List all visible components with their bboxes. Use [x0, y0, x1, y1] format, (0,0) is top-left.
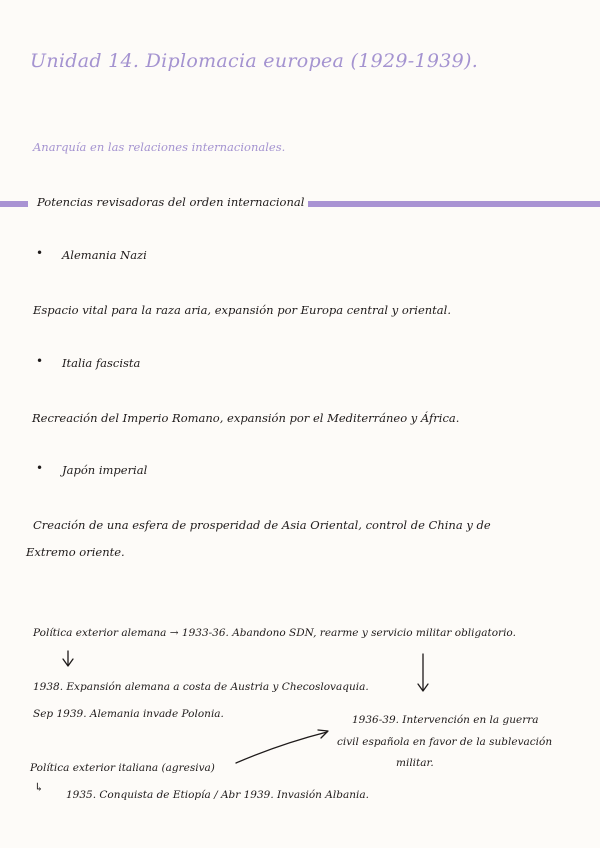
- german-policy-item-1938: 1938. Expansión alemana a costa de Austria y Checoslovaquia.: [33, 681, 369, 693]
- power-desc-italy: Recreación del Imperio Romano, expansión por el Mediterráneo y África.: [32, 411, 460, 425]
- power-desc-japan-line2: Extremo oriente.: [26, 545, 125, 559]
- section-bar-right: [278, 201, 600, 207]
- power-name-germany: Alemania Nazi: [62, 248, 147, 262]
- page-title: Unidad 14. Diplomacia europea (1929-1939).: [30, 50, 479, 72]
- power-desc-japan-line1: Creación de una esfera de prosperidad de Asia Oriental, control de China y de: [33, 518, 491, 532]
- section-heading: Potencias revisadoras del orden internacional: [33, 195, 308, 209]
- bullet: •: [36, 246, 44, 260]
- spain-note-line2: civil española en favor de la sublevación: [337, 736, 553, 748]
- down-arrow-right-icon: [418, 654, 428, 691]
- subtitle: Anarquía en las relaciones internacionales.: [33, 140, 286, 154]
- section-bar-left: [0, 201, 28, 207]
- spain-note-line3: militar.: [396, 757, 434, 769]
- bullet: •: [36, 461, 44, 475]
- hook-arrow-icon: ↳: [34, 780, 44, 794]
- italian-policy-item: 1935. Conquista de Etiopía / Abr 1939. Invasión Albania.: [66, 789, 369, 801]
- german-policy-item-1939: Sep 1939. Alemania invade Polonia.: [33, 708, 224, 720]
- curved-arrow-icon: [236, 730, 328, 763]
- power-desc-germany: Espacio vital para la raza aria, expansión por Europa central y oriental.: [33, 303, 451, 317]
- italian-policy-header: Política exterior italiana (agresiva): [30, 762, 215, 774]
- german-policy-header: Política exterior alemana → 1933-36. Abandono SDN, rearme y servicio militar obligatorio.: [33, 627, 516, 639]
- spain-note-line1: 1936-39. Intervención en la guerra: [352, 714, 539, 726]
- power-name-japan: Japón imperial: [62, 463, 148, 477]
- power-name-italy: Italia fascista: [62, 356, 141, 370]
- bullet: •: [36, 354, 44, 368]
- down-arrow-left-icon: [63, 651, 73, 666]
